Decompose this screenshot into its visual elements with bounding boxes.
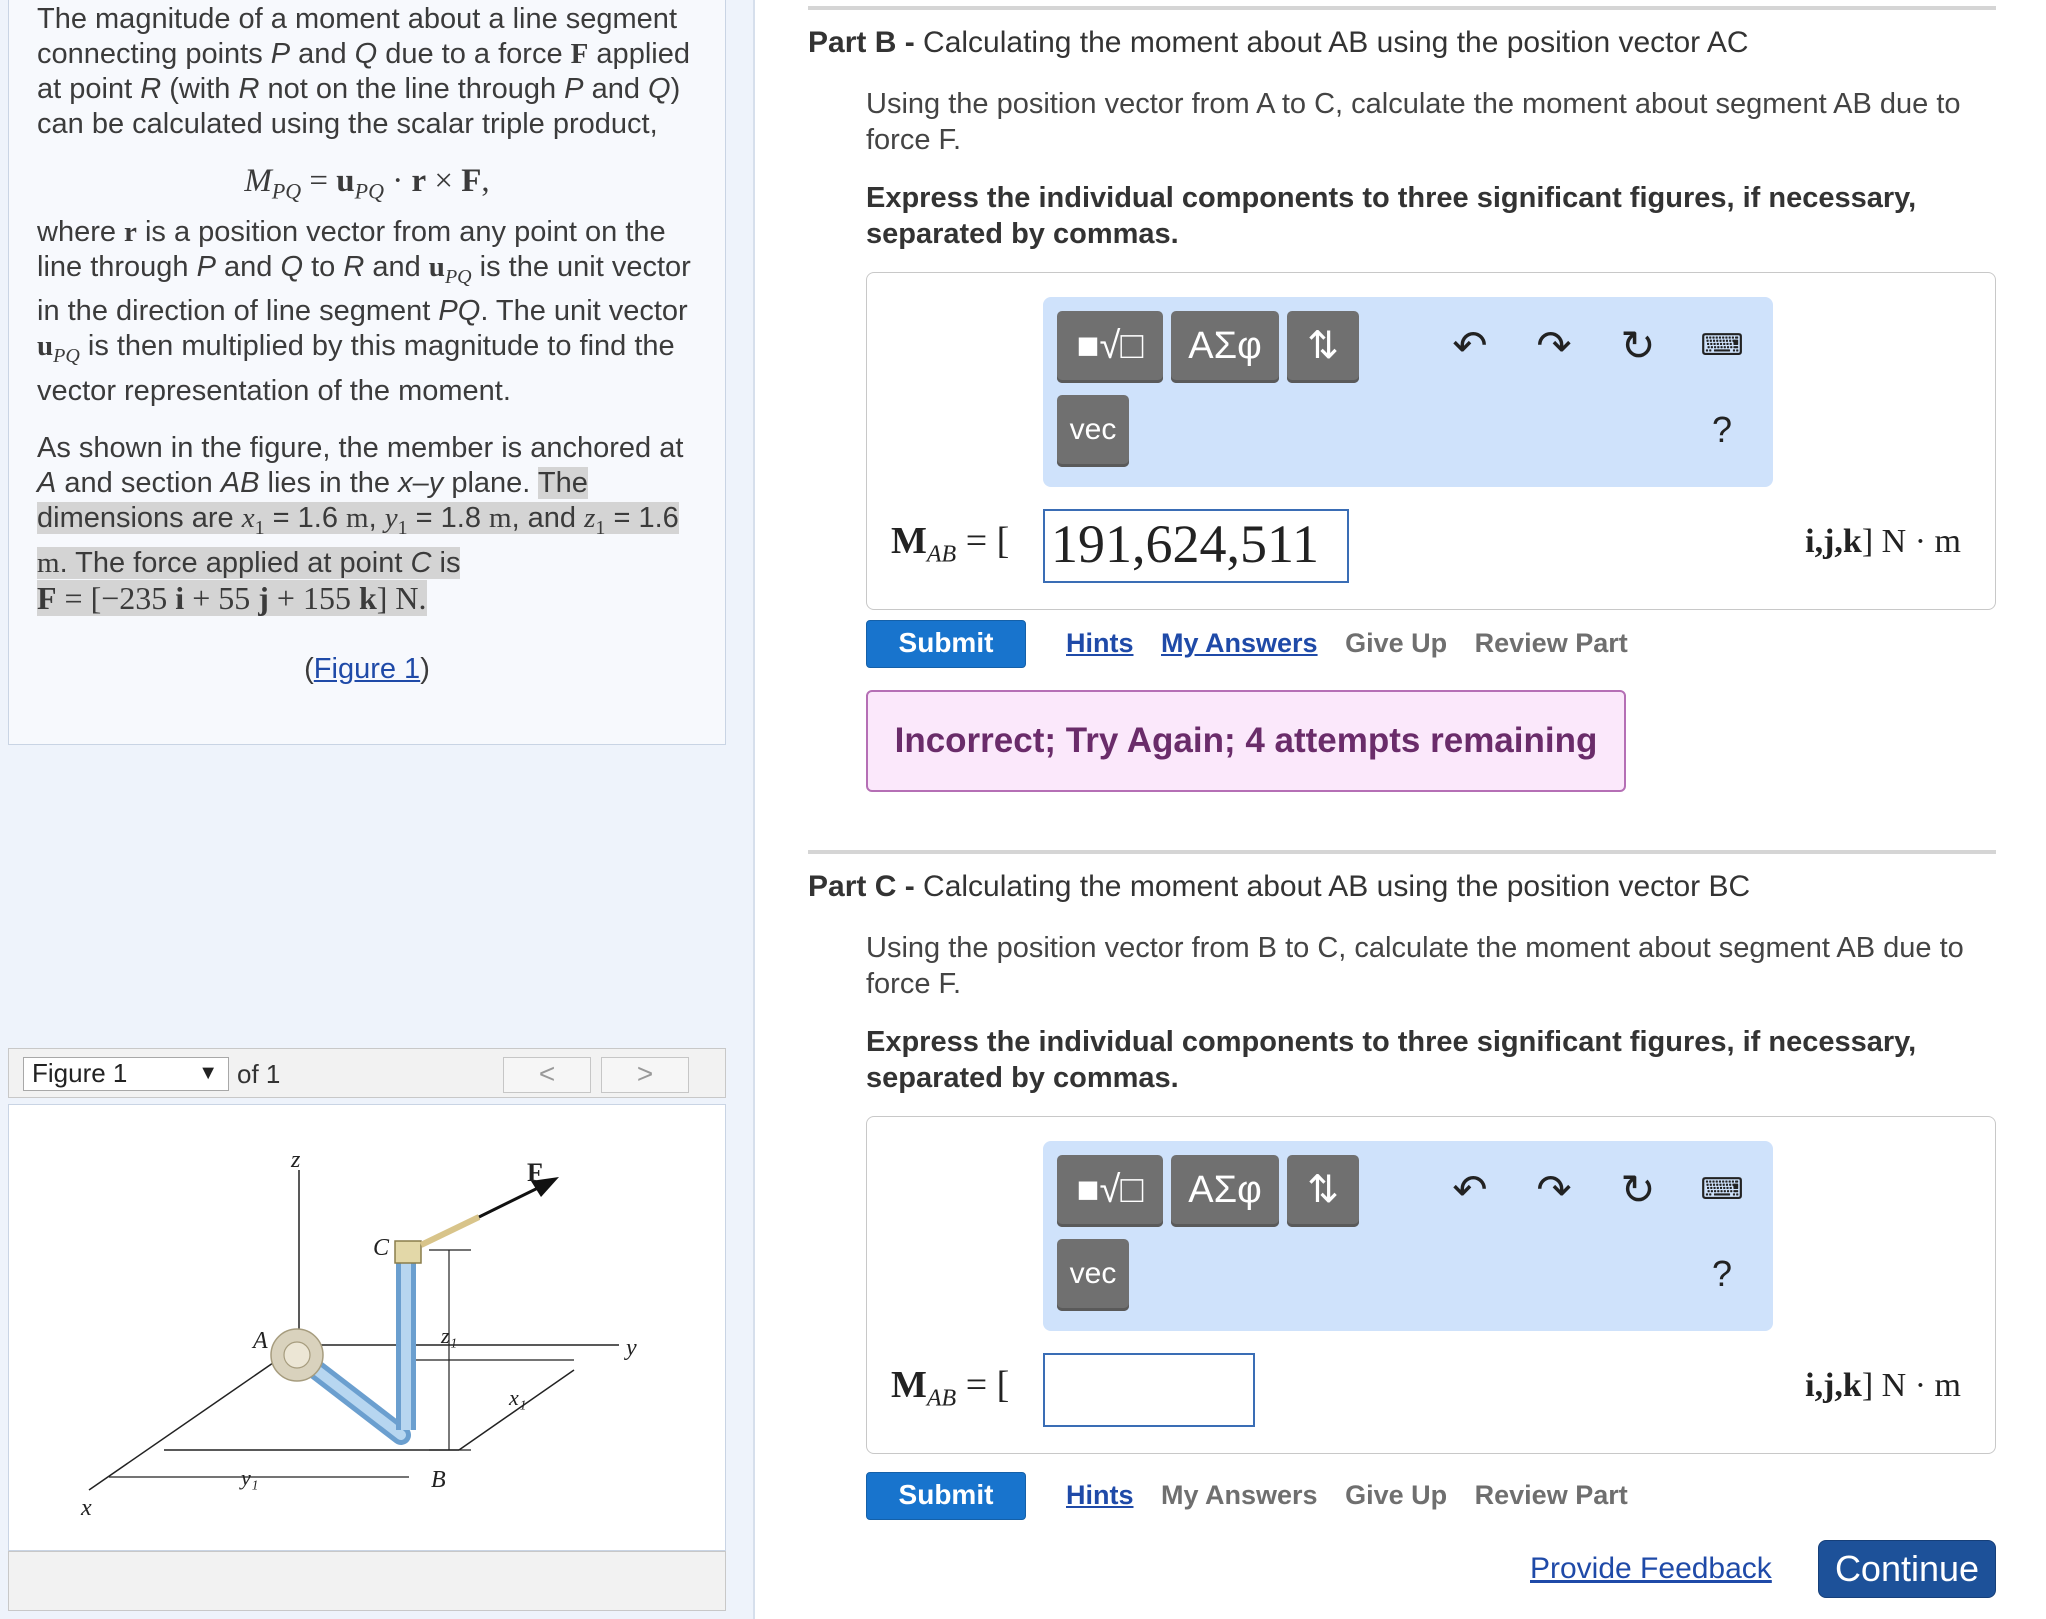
- part-c-submit-button[interactable]: Submit: [866, 1472, 1026, 1520]
- label-F: F: [527, 1158, 543, 1187]
- label-B: B: [431, 1467, 446, 1493]
- part-c-math-toolbar: [1043, 1141, 1773, 1331]
- keyboard-icon[interactable]: ⌨: [1700, 329, 1744, 362]
- scalar-triple-equation: $M_{PQ} = u_{PQ} \cdot r \times F$,: [244, 163, 490, 204]
- label-x: x: [81, 1495, 92, 1521]
- left-panel: [0, 0, 755, 1619]
- label-A: A: [253, 1328, 268, 1354]
- redo-icon[interactable]: ↷: [1536, 1166, 1572, 1213]
- x-axis: [89, 1345, 299, 1490]
- part-b-give-up-link[interactable]: Give Up: [1345, 628, 1448, 658]
- provide-feedback-link[interactable]: Provide Feedback: [1530, 1552, 1772, 1585]
- part-c-answer-box: [866, 1116, 1996, 1454]
- part-c-answer-input[interactable]: [1043, 1353, 1255, 1427]
- part-c-review-part-link[interactable]: Review Part: [1474, 1480, 1628, 1510]
- part-b-action-links: [1066, 628, 1648, 659]
- part-b-review-part-link[interactable]: Review Part: [1474, 628, 1628, 658]
- figure-count: of 1: [237, 1059, 281, 1089]
- part-b-math-toolbar: [1043, 297, 1773, 487]
- part-b-divider: [808, 6, 1996, 10]
- label-y1: y₁: [241, 1465, 259, 1490]
- vec-button[interactable]: vec: [1057, 1239, 1129, 1311]
- part-c-action-links: [1066, 1480, 1648, 1511]
- part-c-hints-link[interactable]: Hints: [1066, 1480, 1134, 1510]
- part-b-format-instruction: Express the individual components to three significant figures, if necessary, separated by commas.: [866, 182, 1917, 250]
- label-x1: x₁: [509, 1385, 527, 1410]
- label-z1: z₁: [441, 1323, 458, 1348]
- label-C: C: [373, 1235, 390, 1261]
- reset-icon[interactable]: ↻: [1620, 1166, 1656, 1213]
- templates-button[interactable]: ■√□: [1057, 1155, 1163, 1227]
- intro-paragraph-2: where r is a position vector from any point on the line through P and Q to R and $u_{PQ}$ is the unit vector in the direction of line segment PQ. The unit vector $u_{PQ}$ is then multiplied by this magnitude to find the vector representation of the moment.: [37, 215, 691, 408]
- part-c-instruction: Using the position vector from B to C, calculate the moment about segment AB due to force F.: [866, 932, 1964, 1000]
- part-b-title: Part B - Calculating the moment about AB using the position vector AC: [808, 26, 1749, 59]
- redo-icon[interactable]: ↷: [1536, 322, 1572, 369]
- greek-symbols-button[interactable]: ΑΣφ: [1171, 1155, 1279, 1227]
- part-b-feedback-message: Incorrect; Try Again; 4 attempts remaining: [866, 690, 1626, 792]
- greek-symbols-button[interactable]: ΑΣφ: [1171, 311, 1279, 383]
- part-b-units: i,j,k] N · m: [1805, 523, 1961, 560]
- part-c-title: Part C - Calculating the moment about AB using the position vector BC: [808, 870, 1751, 903]
- arrows-button[interactable]: ⇅: [1287, 1155, 1359, 1227]
- intro-paragraph-3: As shown in the figure, the member is anchored at A and section AB lies in the x–y plane. The dimensions are $x_1 = 1.6$ m, $y_1 = 1.8$ m, and $z_1 = 1.6$ m. The force applied at point C is F = [−235 i + 55 j + 155 k] N.: [37, 432, 684, 616]
- help-icon[interactable]: ?: [1711, 1253, 1733, 1294]
- figure-1-link[interactable]: Figure 1: [313, 652, 421, 685]
- member-diagram: [9, 1105, 724, 1549]
- label-z: z: [291, 1147, 301, 1173]
- reset-icon[interactable]: ↻: [1620, 322, 1656, 369]
- part-b-answer-box: [866, 272, 1996, 610]
- part-c-divider: [808, 850, 1996, 854]
- figure-link-row: (Figure 1): [304, 652, 430, 685]
- problem-intro: [8, 0, 726, 745]
- help-icon[interactable]: ?: [1711, 409, 1733, 450]
- continue-button[interactable]: Continue: [1818, 1540, 1996, 1598]
- part-c-units: i,j,k] N · m: [1805, 1367, 1961, 1404]
- next-figure-button[interactable]: >: [601, 1057, 689, 1093]
- undo-icon[interactable]: ↶: [1452, 1166, 1488, 1213]
- part-b-answer-input[interactable]: 191,624,511: [1043, 509, 1349, 583]
- part-c-answer-label: $M_{AB}$ = [: [891, 1364, 1010, 1412]
- undo-icon[interactable]: ↶: [1452, 322, 1488, 369]
- figure-select-value: Figure 1: [32, 1058, 128, 1088]
- templates-button[interactable]: ■√□: [1057, 311, 1163, 383]
- force-vector: F = [−235 i + 55 j + 155 k] N.: [37, 579, 427, 616]
- part-b-my-answers-link[interactable]: My Answers: [1161, 628, 1318, 658]
- figure-select[interactable]: [23, 1057, 229, 1091]
- part-c-give-up-link[interactable]: Give Up: [1345, 1480, 1448, 1510]
- part-c-format-instruction: Express the individual components to three significant figures, if necessary, separated by commas.: [866, 1026, 1917, 1094]
- label-y: y: [626, 1335, 637, 1361]
- vec-button[interactable]: vec: [1057, 395, 1129, 467]
- prev-figure-button[interactable]: <: [503, 1057, 591, 1093]
- keyboard-icon[interactable]: ⌨: [1700, 1173, 1744, 1206]
- figure-navigation-bar: [8, 1048, 726, 1098]
- dropdown-arrow-icon: ▼: [198, 1062, 218, 1084]
- figure-footer: [8, 1551, 726, 1611]
- part-b-answer-label: $M_{AB}$ = [: [891, 520, 1010, 568]
- part-b-hints-link[interactable]: Hints: [1066, 628, 1134, 658]
- part-b-submit-button[interactable]: Submit: [866, 620, 1026, 668]
- arrows-button[interactable]: ⇅: [1287, 311, 1359, 383]
- figure-panel: [8, 1104, 726, 1551]
- part-c-my-answers-link[interactable]: My Answers: [1161, 1480, 1318, 1510]
- intro-paragraph-1: The magnitude of a moment about a line segment connecting points P and Q due to a force F applied at point R (with R not on the line through P and Q) can be calculated using the scalar triple product,: [37, 3, 690, 140]
- part-b-instruction: Using the position vector from A to C, calculate the moment about segment AB due to force F.: [866, 88, 1961, 156]
